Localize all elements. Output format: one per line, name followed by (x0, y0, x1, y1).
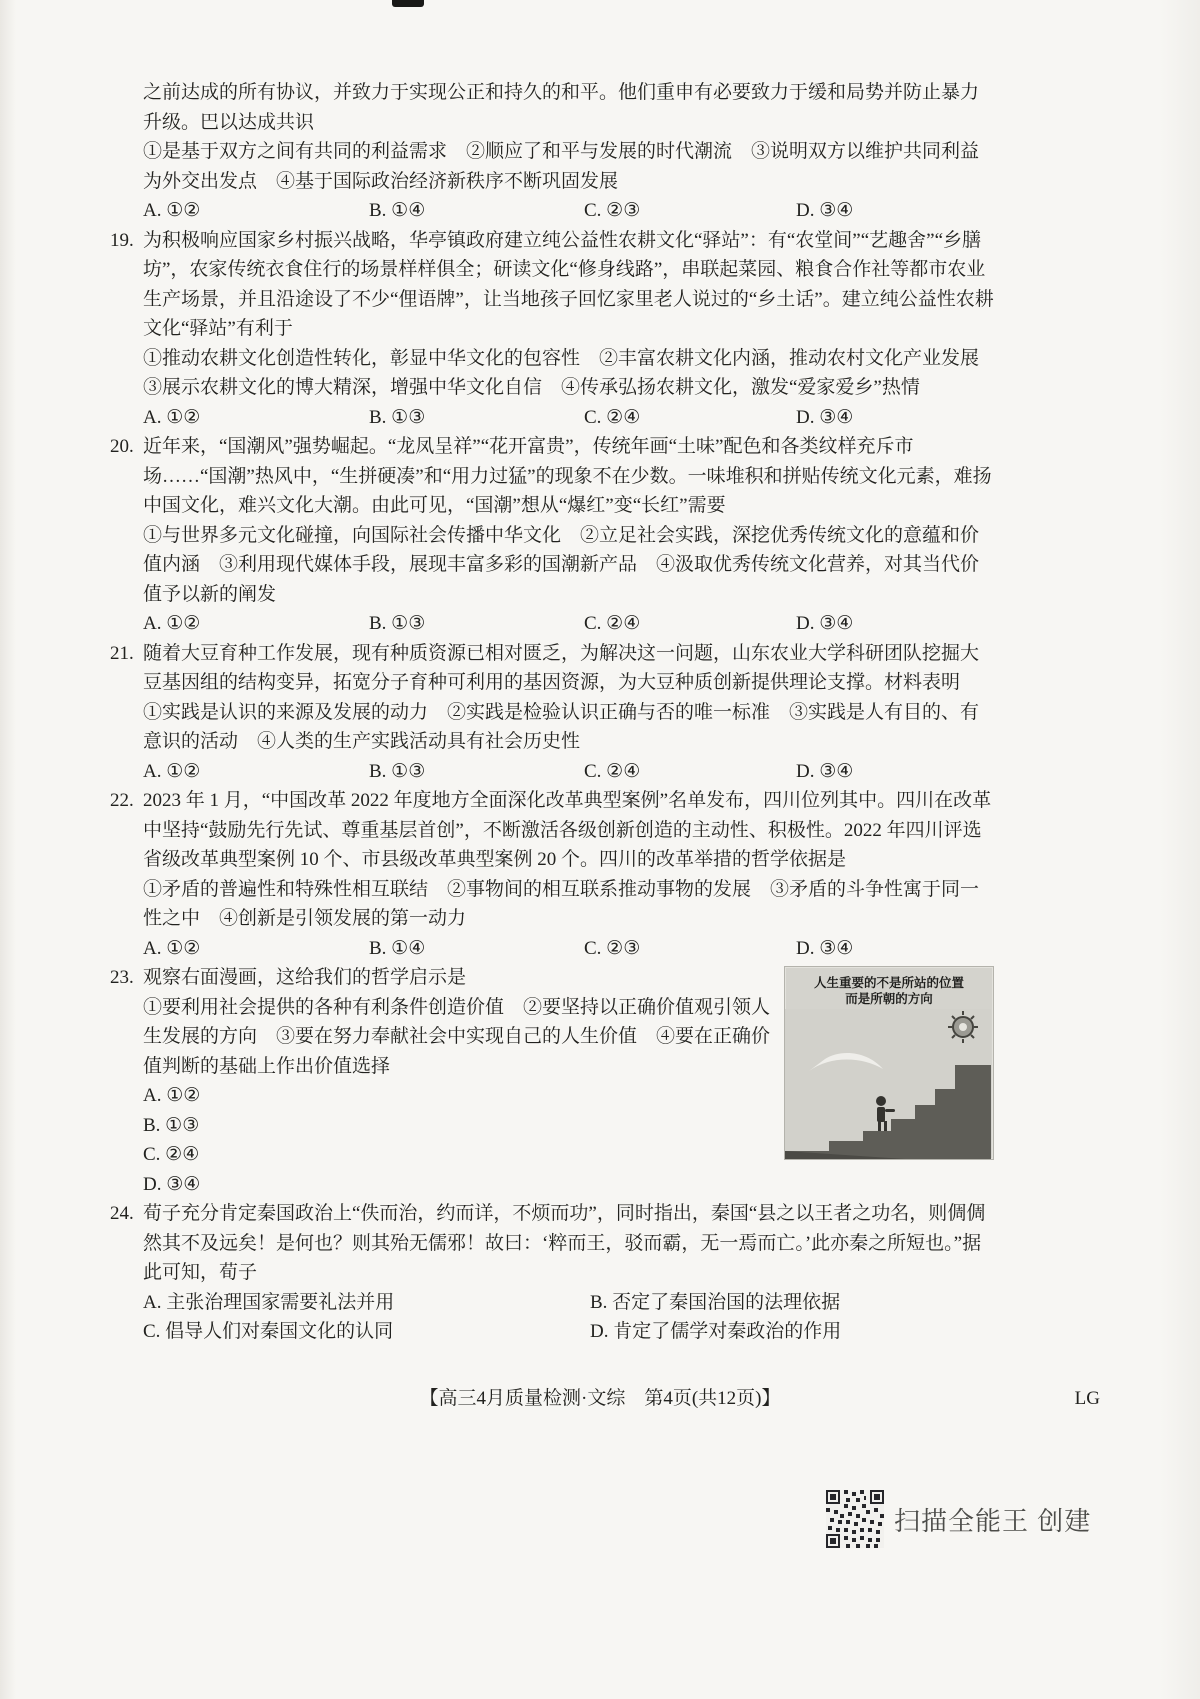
question-stem: 之前达成的所有协议，并致力于实现公正和持久的和平。他们重申有必要致力于缓和局势并防止暴力升级。巴以达成共识 (143, 82, 980, 133)
question-stem: 随着大豆育种工作发展，现有种质资源已相对匮乏，为解决这一问题，山东农业大学科研团队挖掘大豆基因组的结构变异，拓宽分子育种可利用的基因资源，为大豆种质创新提供理论支撑。材料表明 (143, 642, 980, 693)
answer-choice-a: A. ①② (143, 406, 201, 428)
answer-row (143, 196, 994, 226)
page-footer (0, 1384, 1200, 1413)
answer-choice-b: B. ①③ (369, 406, 426, 428)
answer-choice-c: C. 倡导人们对秦国文化的认同 (143, 1321, 394, 1342)
question-options: ①推动农耕文化创造性转化，彰显中华文化的包容性 ②丰富农耕文化内涵，推动农村文化产业发展 ③展示农耕文化的博大精深，增强中华文化自信 ④传承弘扬农耕文化，激发“爱家爱乡”热情 (143, 347, 999, 398)
scanner-watermark (826, 1490, 1091, 1548)
question-21 (110, 639, 994, 787)
exam-content (110, 78, 999, 1347)
answer-choice-a: A. ①② (143, 760, 201, 782)
answer-choice-c: C. ②③ (584, 200, 641, 221)
answer-choice-b: B. ①④ (369, 200, 426, 221)
qr-code-icon (826, 1490, 884, 1548)
answer-row (143, 403, 994, 433)
question-options: ①要利用社会提供的各种有利条件创造价值 ②要坚持以正确价值观引领人生发展的方向 ③要在努力奉献社会中实现自己的人生价值 ④要在正确价值判断的基础上作出价值选择 (143, 996, 771, 1077)
answer-choice-d: D. ③④ (796, 760, 854, 782)
cartoon-caption-line2: 而是所朝的方向 (845, 992, 933, 1006)
question-options: ①矛盾的普遍性和特殊性相互联结 ②事物间的相互联系推动事物的发展 ③矛盾的斗争性寓于同一性之中 ④创新是引领发展的第一动力 (143, 878, 980, 929)
question-stem: 荀子充分肯定秦国政治上“佚而治，约而详，不烦而功”，同时指出，秦国“县之以王者之功名，则倜倜然其不及远矣！是何也？则其殆无儒邪！故曰：‘粹而王，驳而霸，无一焉而亡。’此亦秦之所短也。”据此可知，荀子 (143, 1203, 986, 1283)
question-number: 21. (110, 642, 134, 664)
answer-choice-b: B. ①④ (369, 937, 426, 959)
footer-page-info: 【高三4月质量检测·文综 第4页(共12页)】 (419, 1388, 781, 1409)
answer-choice-a: A. 主张治理国家需要礼法并用 (143, 1291, 395, 1313)
question-24 (110, 1199, 994, 1347)
answer-row (143, 934, 994, 964)
answer-choice-b: B. ①③ (143, 1114, 200, 1136)
cartoon-caption (785, 967, 993, 1009)
answer-choice-a: A. ①② (143, 613, 201, 634)
question-19 (110, 226, 999, 433)
question-number: 22. (110, 790, 134, 811)
question-options: ①是基于双方之间有共同的利益需求 ②顺应了和平与发展的时代潮流 ③说明双方以维护共同利益为外交出发点 ④基于国际政治经济新秩序不断巩固发展 (143, 141, 980, 192)
answer-choice-b: B. 否定了秦国治国的法理依据 (590, 1291, 841, 1313)
question-options: ①与世界多元文化碰撞，向国际社会传播中华文化 ②立足社会实践，深挖优秀传统文化的意蕴和价值内涵 ③利用现代媒体手段，展现丰富多彩的国潮新产品 ④汲取优秀传统文化营养，对其当代价值予以新的阐发 (143, 524, 980, 605)
footer-code: LG (1074, 1388, 1100, 1409)
question-number: 23. (110, 967, 134, 988)
answer-grid (143, 1288, 994, 1347)
answer-choice-c: C. ②③ (584, 937, 641, 959)
answer-choice-d: D. ③④ (796, 937, 854, 959)
answer-choice-c: C. ②④ (143, 1144, 200, 1165)
question-20 (110, 432, 994, 639)
answer-choice-d: D. 肯定了儒学对秦政治的作用 (590, 1321, 842, 1342)
question-18-continued (110, 78, 994, 226)
answer-choice-b: B. ①③ (369, 613, 426, 634)
answer-choice-a: A. ①② (143, 200, 201, 221)
answer-choice-c: C. ②④ (584, 613, 641, 634)
question-stem: 2023 年 1 月，“中国改革 2022 年度地方全面深化改革典型案例”名单发布，四川位列其中。四川在改革中坚持“鼓励先行先试、尊重基层首创”，不断激活各级创新创造的主动性、积极性。2022 年四川评选省级改革典型案例 10 个、市县级改革典型案例 20 个。四川的改革举措的哲学依据是 (143, 790, 992, 870)
answer-choice-a: A. ①② (143, 937, 201, 959)
question-number: 19. (110, 229, 134, 251)
question-23 (110, 963, 994, 1199)
cartoon-image (784, 966, 994, 1160)
answer-row (143, 757, 994, 787)
answer-choice-d: D. ③④ (796, 200, 854, 221)
scanner-label: 扫描全能王 创建 (894, 1505, 1092, 1536)
cartoon-caption-line1: 人生重要的不是所站的位置 (813, 976, 964, 990)
question-stem: 为积极响应国家乡村振兴战略，华亭镇政府建立纯公益性农耕文化“驿站”：有“农堂间”“艺趣舍”“乡膳坊”，农家传统衣食住行的场景样样俱全；研读文化“修身线路”，串联起菜园、粮食合作社等都市农业生产场景，并且沿途设了不少“俚语牌”，让当地孩子回忆家里老人说过的“乡土话”。建立纯公益性农耕文化“驿站”有利于 (143, 229, 994, 339)
question-stem: 观察右面漫画，这给我们的哲学启示是 (143, 967, 467, 988)
answer-choice-d: D. ③④ (143, 1173, 201, 1195)
answer-choice-a: A. ①② (143, 1085, 201, 1106)
answer-choice-d: D. ③④ (796, 406, 854, 428)
answer-choice-c: C. ②④ (584, 760, 641, 782)
answer-row (143, 609, 994, 639)
question-22 (110, 786, 994, 963)
cartoon-drawing (785, 1009, 991, 1159)
scan-edge-artifact (392, 0, 424, 7)
question-options: ①实践是认识的来源及发展的动力 ②实践是检验认识正确与否的唯一标准 ③实践是人有目的、有意识的活动 ④人类的生产实践活动具有社会历史性 (143, 701, 980, 752)
question-stem: 近年来，“国潮风”强势崛起。“龙凤呈祥”“花开富贵”，传统年画“土味”配色和各类纹样充斥市场……“国潮”热风中，“生拼硬凑”和“用力过猛”的现象不在少数。一味堆积和拼贴传统文化元素，难扬中国文化，难兴文化大潮。由此可见，“国潮”想从“爆红”变“长红”需要 (143, 436, 992, 516)
answer-choice-d: D. ③④ (796, 613, 854, 634)
question-number: 20. (110, 436, 134, 457)
question-number: 24. (110, 1203, 134, 1224)
answer-choice-b: B. ①③ (369, 760, 426, 782)
answer-choice-c: C. ②④ (584, 406, 641, 428)
